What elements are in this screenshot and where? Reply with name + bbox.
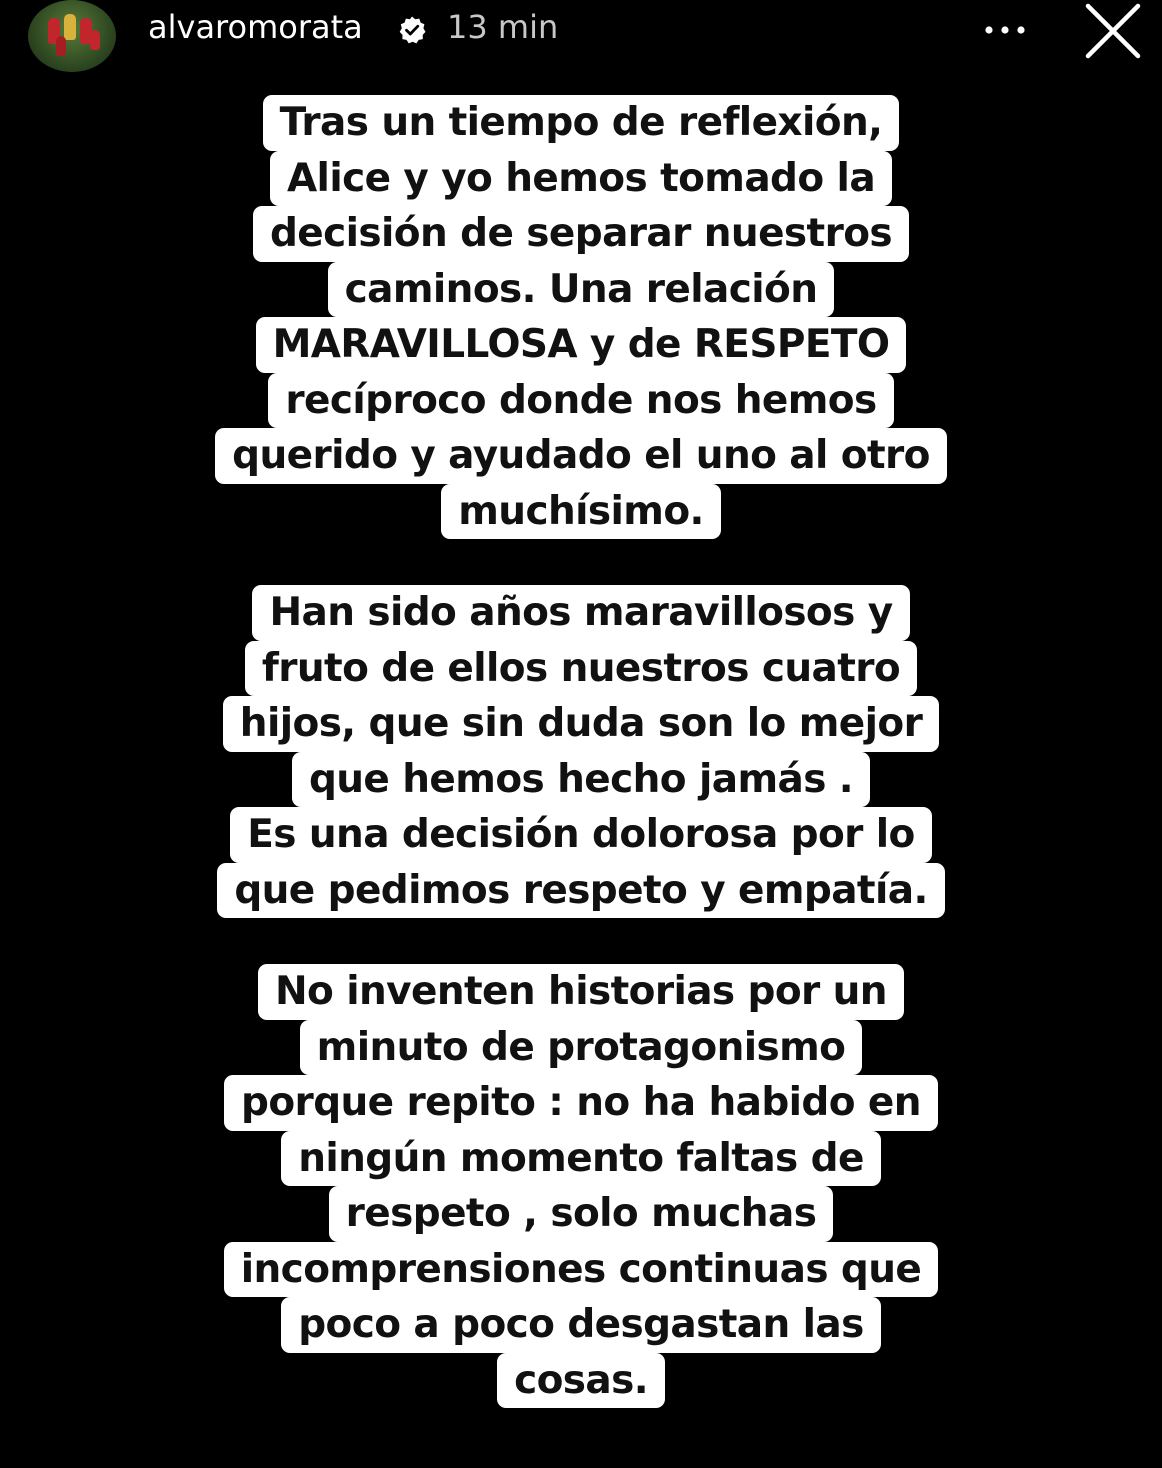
text-line: porque repito : no ha habido en: [224, 1075, 938, 1131]
avatar-figure: [56, 36, 66, 56]
text-line: caminos. Una relación: [328, 262, 835, 318]
text-block-1: [0, 95, 1162, 539]
text-line: incomprensiones continuas que: [224, 1242, 939, 1298]
text-line: Tras un tiempo de reflexión,: [263, 95, 900, 151]
text-line: que hemos hecho jamás .: [292, 752, 870, 808]
post-time: 13 min: [447, 8, 559, 46]
text-line: cosas.: [497, 1353, 665, 1409]
verified-badge-icon: [397, 15, 427, 45]
avatar-figure: [64, 14, 76, 40]
story-text-content: [0, 95, 1162, 1408]
text-line: Es una decisión dolorosa por lo: [230, 807, 932, 863]
text-line: recíproco donde nos hemos: [268, 373, 893, 429]
text-line: muchísimo.: [441, 484, 720, 540]
text-line: ningún momento faltas de: [281, 1131, 881, 1187]
profile-avatar[interactable]: [28, 0, 116, 72]
text-line: hijos, que sin duda son lo mejor: [223, 696, 939, 752]
text-block-2: [0, 585, 1162, 918]
text-line: decisión de separar nuestros: [253, 206, 909, 262]
text-line: que pedimos respeto y empatía.: [217, 863, 944, 919]
text-line: No inventen historias por un: [258, 964, 904, 1020]
close-icon[interactable]: [1082, 0, 1144, 62]
text-line: MARAVILLOSA y de RESPETO: [256, 317, 907, 373]
story-header: [0, 0, 1162, 80]
text-line: fruto de ellos nuestros cuatro: [245, 641, 917, 697]
text-line: minuto de protagonismo: [300, 1020, 863, 1076]
more-options-icon[interactable]: [978, 16, 1032, 44]
text-line: Han sido años maravillosos y: [252, 585, 909, 641]
text-line: respeto , solo muchas: [329, 1186, 834, 1242]
avatar-figure: [90, 30, 100, 50]
username[interactable]: alvaromorata: [148, 8, 363, 46]
text-line: poco a poco desgastan las: [281, 1297, 881, 1353]
text-block-3: [0, 964, 1162, 1408]
text-line: Alice y yo hemos tomado la: [270, 151, 892, 207]
text-line: querido y ayudado el uno al otro: [215, 428, 947, 484]
